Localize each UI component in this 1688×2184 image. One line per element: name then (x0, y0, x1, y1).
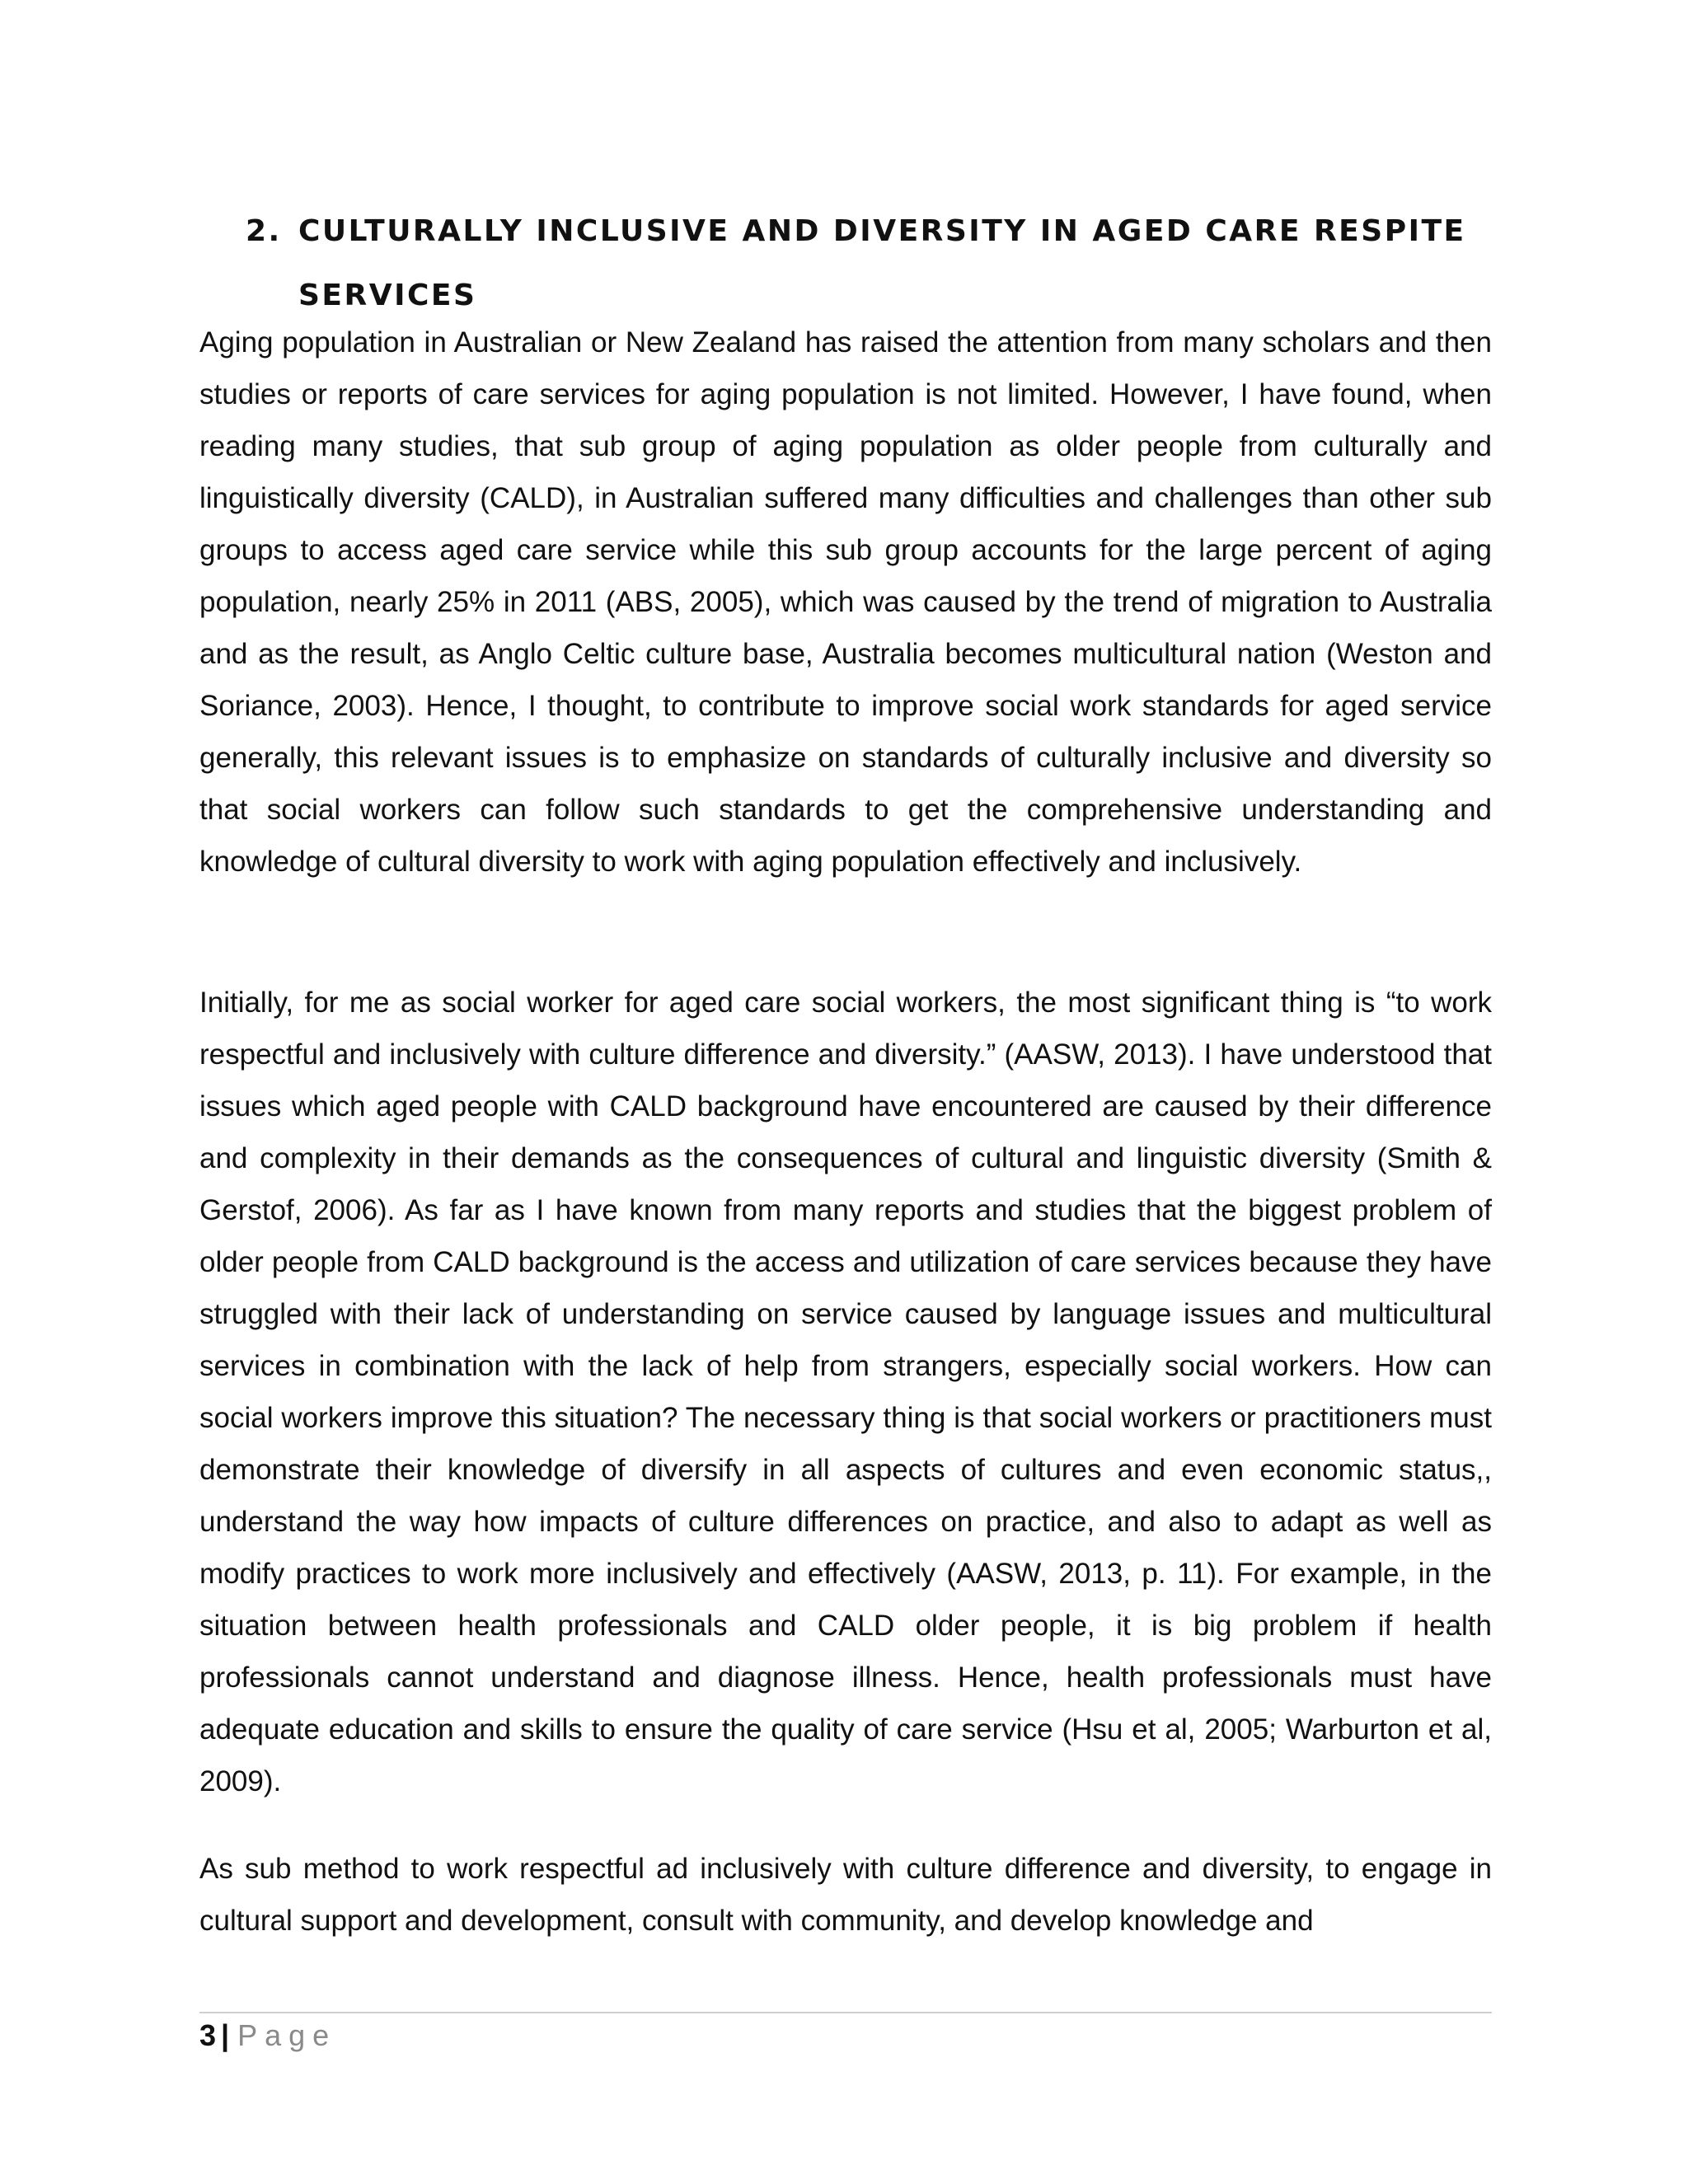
section-heading (246, 199, 1492, 328)
page-number: 3 (199, 2018, 217, 2052)
page-footer (199, 2014, 336, 2057)
paragraph-2: Initially, for me as social worker for aged care social workers, the most significant thing is “to work respectful and inclusively with culture difference and diversity.” (AASW, 2013). I have understood that issues which aged people with CALD background have encountered are caused by their difference and complexity in their demands as the consequences of cultural and linguistic diversity (Smith & Gerstof, 2006). As far as I have known from many reports and studies that the biggest problem of older people from CALD background is the access and utilization of care services because they have struggled with their lack of understanding on service caused by language issues and multicultural services in combination with the lack of help from strangers, especially social workers. How can social workers improve this situation? The necessary thing is that social workers or practitioners must demonstrate their knowledge of diversify in all aspects of cultures and even economic status,, understand the way how impacts of culture differences on practice, and also to adapt as well as modify practices to work more inclusively and effectively (AASW, 2013, p. 11). For example, in the situation between health professionals and CALD older people, it is big problem if health professionals cannot understand and diagnose illness. Hence, health professionals must have adequate education and skills to ensure the quality of care service (Hsu et al, 2005; Warburton et al, 2009). (199, 987, 1492, 1797)
paragraph-3: As sub method to work respectful ad inclusively with culture difference and diversity, to engage in cultural support and development, consult with community, and develop knowledge and (199, 1853, 1492, 1937)
footer-separator: | (221, 2018, 230, 2052)
paragraph-1: Aging population in Australian or New Zealand has raised the attention from many scholars and then studies or reports of care services for aging population is not limited. However, I have found, when reading many studies, that sub group of aging population as older people from culturally and linguistically diversity (CALD), in Australian suffered many difficulties and challenges than other sub groups to access aged care service while this sub group accounts for the large percent of aging population, nearly 25% in 2011 (ABS, 2005), which was caused by the trend of migration to Australia and as the result, as Anglo Celtic culture base, Australia becomes multicultural nation (Weston and Soriance, 2003). Hence, I thought, to contribute to improve social work standards for aged service generally, this relevant issues is to emphasize on standards of culturally inclusive and diversity so that social workers can follow such standards to get the comprehensive understanding and knowledge of cultural diversity to work with aging population effectively and inclusively. (199, 326, 1492, 878)
section-number: 2. (246, 214, 282, 248)
page-label: Page (237, 2018, 337, 2052)
footer-divider (199, 2012, 1492, 2013)
section-title-line-2: SERVICES (298, 279, 477, 312)
section-title-line-1: CULTURALLY INCLUSIVE AND DIVERSITY IN AGED CARE RESPITE (298, 214, 1466, 248)
